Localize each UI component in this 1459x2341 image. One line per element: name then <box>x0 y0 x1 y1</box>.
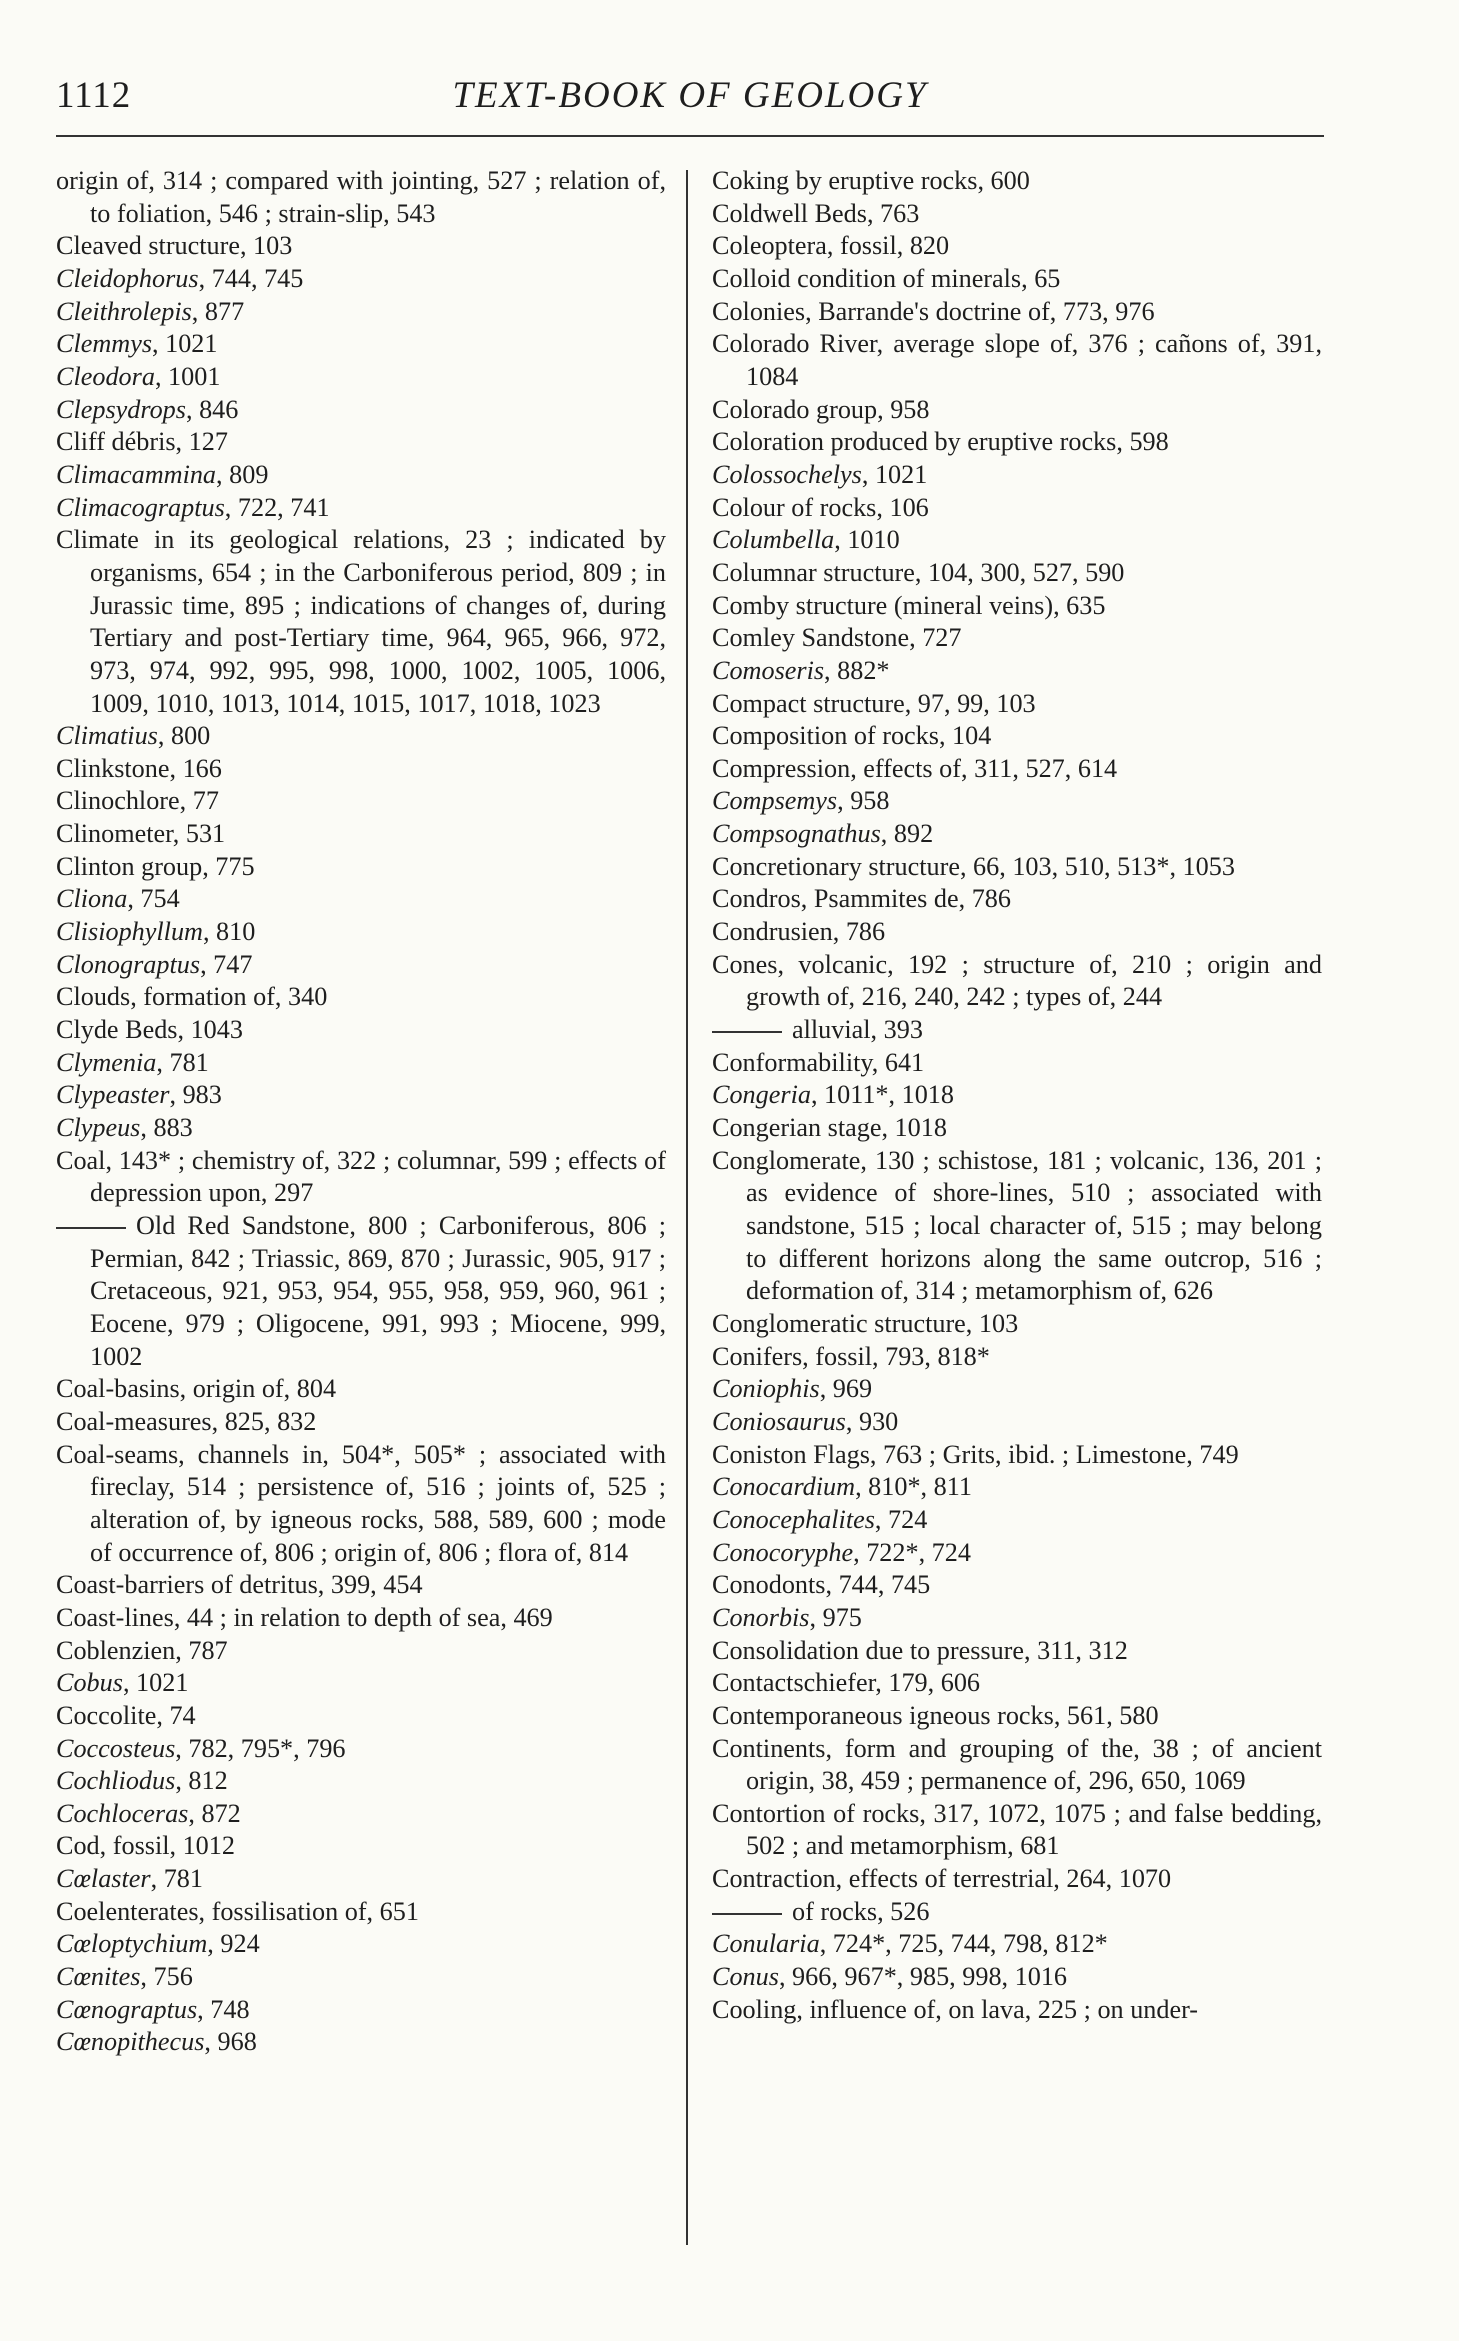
index-entry <box>56 753 666 786</box>
index-entry <box>56 328 666 361</box>
entry-text: Coloration produced by eruptive rocks, 598 <box>712 427 1169 457</box>
index-entry <box>56 1047 666 1080</box>
index-entry <box>712 230 1322 263</box>
entry-text: , 800 <box>157 721 211 751</box>
index-entry <box>712 1406 1322 1439</box>
genus-name: Climatius <box>56 721 158 751</box>
entry-text: Conodonts, 744, 745 <box>712 1570 931 1600</box>
index-entry <box>712 165 1322 198</box>
entry-text: , 1021 <box>122 1668 189 1698</box>
entry-text: , 724 <box>874 1504 928 1534</box>
index-entry <box>56 1830 666 1863</box>
entry-text: of rocks, 526 <box>792 1896 930 1926</box>
entry-text: Clinometer, 531 <box>56 819 226 849</box>
index-entry <box>712 949 1322 1014</box>
index-entry <box>712 720 1322 753</box>
index-entry <box>56 394 666 427</box>
index-entry <box>712 1308 1322 1341</box>
entry-text: Condros, Psammites de, 786 <box>712 884 1011 914</box>
index-entry <box>712 1798 1322 1863</box>
genus-name: Cœnites <box>56 1962 141 1992</box>
index-entry <box>56 459 666 492</box>
header-rule <box>56 135 1324 137</box>
entry-text: , 724*, 725, 744, 798, 812* <box>819 1929 1108 1959</box>
index-entry <box>56 1602 666 1635</box>
index-entry <box>712 753 1322 786</box>
entry-text: Coccolite, 74 <box>56 1700 196 1730</box>
genus-name: Cœlaster <box>56 1864 151 1894</box>
entry-text: Colorado group, 958 <box>712 394 930 424</box>
entry-text: , 744, 745 <box>198 263 304 293</box>
index-entry <box>712 328 1322 393</box>
entry-text: , 748 <box>197 1994 250 2024</box>
entry-text: , 983 <box>169 1080 222 1110</box>
genus-name: Conorbis <box>712 1602 810 1632</box>
index-entry <box>56 949 666 982</box>
index-entry <box>712 1145 1322 1308</box>
index-entry <box>56 981 666 1014</box>
index-entry <box>712 1047 1322 1080</box>
entry-text: Conifers, fossil, 793, 818* <box>712 1341 990 1371</box>
genus-name: Clypeus <box>56 1113 141 1143</box>
index-column-left <box>56 165 666 2059</box>
index-entry <box>56 1439 666 1570</box>
index-entry <box>56 883 666 916</box>
genus-name: Conocephalites <box>712 1504 875 1534</box>
genus-name: Congeria <box>712 1080 811 1110</box>
genus-name: Clepsydrops <box>56 394 186 424</box>
entry-text: , 756 <box>140 1962 193 1992</box>
index-entry <box>712 394 1322 427</box>
entry-text: Comley Sandstone, 727 <box>712 623 962 653</box>
index-entry <box>56 1145 666 1210</box>
entry-text: , 781 <box>156 1047 209 1077</box>
entry-text: , 846 <box>185 394 239 424</box>
index-entry <box>712 1079 1322 1112</box>
entry-text: , 968 <box>204 2027 257 2057</box>
genus-name: Conularia <box>712 1929 820 1959</box>
index-entry <box>56 851 666 884</box>
entry-text: , 810*, 811 <box>855 1472 972 1502</box>
genus-name: Conocoryphe <box>712 1537 854 1567</box>
entry-text: , 722, 741 <box>224 492 330 522</box>
genus-name: Cœnograptus <box>56 1994 198 2024</box>
ditto-dash <box>56 1227 126 1229</box>
index-entry <box>712 883 1322 916</box>
entry-text: alluvial, 393 <box>792 1015 923 1045</box>
index-entry <box>712 1961 1322 1994</box>
entry-text: , 892 <box>880 819 934 849</box>
index-entry <box>712 1439 1322 1472</box>
entry-text: , 882* <box>824 655 890 685</box>
index-entry <box>712 1373 1322 1406</box>
index-entry <box>712 557 1322 590</box>
entry-text: Coblenzien, 787 <box>56 1635 228 1665</box>
index-entry <box>712 1341 1322 1374</box>
genus-name: Columbella <box>712 525 835 555</box>
entry-text: Clinton group, 775 <box>56 851 255 881</box>
entry-text: Congerian stage, 1018 <box>712 1113 947 1143</box>
entry-text: Continents, form and grouping of the, 38 ; of ancient origin, 38, 459 ; permanence of, 296, 650, 1069 <box>712 1733 1322 1796</box>
entry-text: , 1010 <box>834 525 900 555</box>
entry-text: , 872 <box>188 1798 241 1828</box>
index-entry <box>56 1733 666 1766</box>
index-entry <box>712 1863 1322 1896</box>
index-entry <box>712 1471 1322 1504</box>
index-entry <box>712 655 1322 688</box>
genus-name: Coniophis <box>712 1374 820 1404</box>
index-entry <box>56 1700 666 1733</box>
genus-name: Cleidophorus <box>56 263 199 293</box>
ditto-dash <box>712 1031 782 1033</box>
genus-name: Climacammina <box>56 459 217 489</box>
index-entry <box>56 426 666 459</box>
entry-text: , 754 <box>127 884 180 914</box>
index-entry <box>712 1635 1322 1668</box>
entry-text: , 782, 795*, 796 <box>175 1733 346 1763</box>
entry-text: , 747 <box>200 949 253 979</box>
entry-text: , 975 <box>809 1602 862 1632</box>
entry-text: , 966, 967*, 985, 998, 1016 <box>778 1962 1068 1992</box>
genus-name: Coccosteus <box>56 1733 176 1763</box>
genus-name: Cochloceras <box>56 1798 189 1828</box>
index-entry <box>712 426 1322 459</box>
entry-text: , 969 <box>819 1374 873 1404</box>
index-entry <box>712 1569 1322 1602</box>
entry-text: Contortion of rocks, 317, 1072, 1075 ; and false bedding, 502 ; and metamorphism, 681 <box>712 1798 1322 1861</box>
index-entry <box>56 1406 666 1439</box>
genus-name: Clemmys <box>56 329 153 359</box>
index-entry <box>56 524 666 720</box>
genus-name: Clisiophyllum <box>56 917 203 947</box>
genus-name: Compsemys <box>712 786 838 816</box>
entry-text: Colorado River, average slope of, 376 ; cañons of, 391, 1084 <box>712 329 1322 391</box>
index-entry <box>56 785 666 818</box>
entry-text: Consolidation due to pressure, 311, 312 <box>712 1635 1128 1665</box>
entry-text: Coldwell Beds, 763 <box>712 198 920 228</box>
genus-name: Clymenia <box>56 1047 157 1077</box>
index-entry <box>56 720 666 753</box>
entry-text: Columnar structure, 104, 300, 527, 590 <box>712 557 1125 587</box>
entry-text: Colonies, Barrande's doctrine of, 773, 976 <box>712 296 1155 326</box>
genus-name: Comoseris <box>712 655 825 685</box>
index-entry <box>712 1112 1322 1145</box>
entry-text: , 809 <box>216 459 269 489</box>
index-entry <box>56 165 666 230</box>
page-header <box>56 74 1324 124</box>
entry-text: Clinkstone, 166 <box>56 753 222 783</box>
genus-name: Cobus <box>56 1668 123 1698</box>
entry-text: Conglomeratic structure, 103 <box>712 1308 1019 1338</box>
index-entry <box>56 1635 666 1668</box>
index-entry <box>56 1210 666 1373</box>
genus-name: Compsognathus <box>712 819 881 849</box>
genus-name: Climacograptus <box>56 492 225 522</box>
entry-text: Comby structure (mineral veins), 635 <box>712 590 1106 620</box>
genus-name: Coniosaurus <box>712 1406 846 1436</box>
ditto-dash <box>712 1913 782 1915</box>
entry-text: , 883 <box>140 1113 193 1143</box>
index-entry <box>712 851 1322 884</box>
entry-text: , 1021 <box>861 459 928 489</box>
index-entry <box>56 2026 666 2059</box>
entry-text: Concretionary structure, 66, 103, 510, 513*, 1053 <box>712 851 1235 881</box>
entry-text: Colloid condition of minerals, 65 <box>712 263 1061 293</box>
index-entry <box>56 1373 666 1406</box>
index-entry <box>712 688 1322 721</box>
index-entry <box>56 1896 666 1929</box>
entry-text: Clouds, formation of, 340 <box>56 982 328 1012</box>
entry-text: Clinochlore, 77 <box>56 786 219 816</box>
entry-text: Contemporaneous igneous rocks, 561, 580 <box>712 1700 1159 1730</box>
index-entry <box>712 1602 1322 1635</box>
entry-text: , 781 <box>150 1864 203 1894</box>
genus-name: Conus <box>712 1962 779 1992</box>
entry-text: Coal, 143* ; chemistry of, 322 ; columnar, 599 ; effects of depression upon, 297 <box>56 1145 666 1208</box>
index-column-right <box>712 165 1322 2026</box>
entry-text: Colour of rocks, 106 <box>712 492 929 522</box>
entry-text: , 810 <box>202 917 256 947</box>
entry-text: Conformability, 641 <box>712 1047 925 1077</box>
entry-text: Old Red Sandstone, 800 ; Carboniferous, 806 ; Permian, 842 ; Triassic, 869, 870 ; Jurassic, 905, 917 ; Cretaceous, 921, 953, 954, 955, 958, 959, 960, 961 ; Eocene, 979 ; Oligocene, 991, 993 ; Miocene, 999, 1002 <box>90 1211 666 1371</box>
genus-name: Clypeaster <box>56 1080 170 1110</box>
index-entry <box>712 524 1322 557</box>
entry-text: Climate in its geological relations, 23 ; indicated by organisms, 654 ; in the Carboniferous period, 809 ; in Jurassic time, 895 ; indications of changes of, during Tertiary and post-Tertiary time, 964, 965, 966, 972, 973, 974, 992, 995, 998, 1000, 1002, 1005, 1006, 1009, 1010, 1013, 1014, 1015, 1017, 1018, 1023 <box>56 525 666 718</box>
index-entry <box>56 230 666 263</box>
entry-text: , 1011*, 1018 <box>810 1080 954 1110</box>
entry-text: Coleoptera, fossil, 820 <box>712 231 950 261</box>
index-entry <box>56 1079 666 1112</box>
entry-text: , 877 <box>191 296 245 326</box>
index-entry <box>56 1569 666 1602</box>
genus-name: Cœnopithecus <box>56 2027 205 2057</box>
index-entry <box>712 459 1322 492</box>
index-entry <box>712 263 1322 296</box>
entry-text: origin of, 314 ; compared with jointing, 527 ; relation of, to foliation, 546 ; strain-slip, 543 <box>56 166 666 228</box>
entry-text: Coking by eruptive rocks, 600 <box>712 166 1030 195</box>
index-entry <box>56 1994 666 2027</box>
entry-text: Coast-lines, 44 ; in relation to depth of sea, 469 <box>56 1602 553 1632</box>
index-entry <box>56 361 666 394</box>
index-entry <box>56 1798 666 1831</box>
index-entry <box>56 296 666 329</box>
entry-text: Contactschiefer, 179, 606 <box>712 1668 981 1698</box>
index-entry <box>712 1504 1322 1537</box>
index-entry <box>56 1765 666 1798</box>
genus-name: Cleithrolepis <box>56 296 192 326</box>
index-entry <box>56 818 666 851</box>
entry-text: Coal-measures, 825, 832 <box>56 1406 317 1436</box>
running-title: TEXT-BOOK OF GEOLOGY <box>452 75 928 116</box>
entry-text: Cooling, influence of, on lava, 225 ; on under- <box>712 1994 1199 2024</box>
index-entry <box>712 1700 1322 1733</box>
entry-text: , 930 <box>845 1406 899 1436</box>
index-entry <box>56 263 666 296</box>
index-entry <box>56 1928 666 1961</box>
entry-text: Clyde Beds, 1043 <box>56 1015 243 1045</box>
index-entry <box>56 1667 666 1700</box>
index-entry <box>712 1667 1322 1700</box>
entry-text: , 958 <box>837 786 890 816</box>
index-entry <box>712 818 1322 851</box>
entry-text: Coast-barriers of detritus, 399, 454 <box>56 1570 423 1600</box>
index-entry <box>712 916 1322 949</box>
entry-text: Cleaved structure, 103 <box>56 231 293 261</box>
entry-text: Cones, volcanic, 192 ; structure of, 210 ; origin and growth of, 216, 240, 242 ; types of, 244 <box>712 949 1322 1012</box>
page-number: 1112 <box>56 75 132 116</box>
entry-text: , 1001 <box>154 361 221 391</box>
entry-text: Compact structure, 97, 99, 103 <box>712 688 1036 718</box>
index-entry <box>712 1014 1322 1047</box>
index-entry <box>712 1896 1322 1929</box>
entry-text: Coal-basins, origin of, 804 <box>56 1374 337 1404</box>
entry-text: Compression, effects of, 311, 527, 614 <box>712 753 1118 783</box>
entry-text: , 812 <box>175 1766 228 1796</box>
genus-name: Cleodora <box>56 361 155 391</box>
index-entry <box>712 590 1322 623</box>
entry-text: , 1021 <box>152 329 218 359</box>
genus-name: Cliona <box>56 884 128 914</box>
entry-text: Contraction, effects of terrestrial, 264, 1070 <box>712 1864 1172 1894</box>
genus-name: Cœloptychium <box>56 1929 208 1959</box>
column-divider <box>686 170 688 2245</box>
entry-text: , 924 <box>207 1929 260 1959</box>
index-entry <box>712 622 1322 655</box>
entry-text: Composition of rocks, 104 <box>712 721 992 751</box>
index-entry <box>712 198 1322 231</box>
entry-text: Coelenterates, fossilisation of, 651 <box>56 1896 419 1926</box>
index-entry <box>712 296 1322 329</box>
entry-text: Condrusien, 786 <box>712 917 886 947</box>
index-entry <box>56 916 666 949</box>
index-entry <box>56 492 666 525</box>
genus-name: Clonograptus <box>56 949 201 979</box>
genus-name: Colossochelys <box>712 459 862 489</box>
index-entry <box>712 785 1322 818</box>
genus-name: Conocardium <box>712 1472 856 1502</box>
entry-text: Cod, fossil, 1012 <box>56 1831 235 1861</box>
index-entry <box>712 1994 1322 2027</box>
entry-text: Cliff débris, 127 <box>56 427 228 457</box>
index-entry <box>712 492 1322 525</box>
entry-text: Coal-seams, channels in, 504*, 505* ; associated with fireclay, 514 ; persistence of, 516 ; joints of, 525 ; alteration of, by igneous rocks, 588, 589, 600 ; mode of occurrence of, 806 ; origin of, 806 ; flora of, 814 <box>56 1439 666 1567</box>
index-entry <box>712 1928 1322 1961</box>
index-entry <box>56 1961 666 1994</box>
index-entry <box>712 1537 1322 1570</box>
index-entry <box>56 1014 666 1047</box>
index-entry <box>56 1863 666 1896</box>
entry-text: Conglomerate, 130 ; schistose, 181 ; volcanic, 136, 201 ; as evidence of shore-lines, 510 ; associated with sandstone, 515 ; local character of, 515 ; may belong to different horizons along the same outcrop, 516 ; deformation of, 314 ; metamorphism of, 626 <box>712 1145 1322 1306</box>
genus-name: Cochliodus <box>56 1766 176 1796</box>
entry-text: , 722*, 724 <box>853 1537 971 1567</box>
entry-text: Coniston Flags, 763 ; Grits, ibid. ; Limestone, 749 <box>712 1439 1239 1469</box>
index-entry <box>56 1112 666 1145</box>
index-entry <box>712 1733 1322 1798</box>
